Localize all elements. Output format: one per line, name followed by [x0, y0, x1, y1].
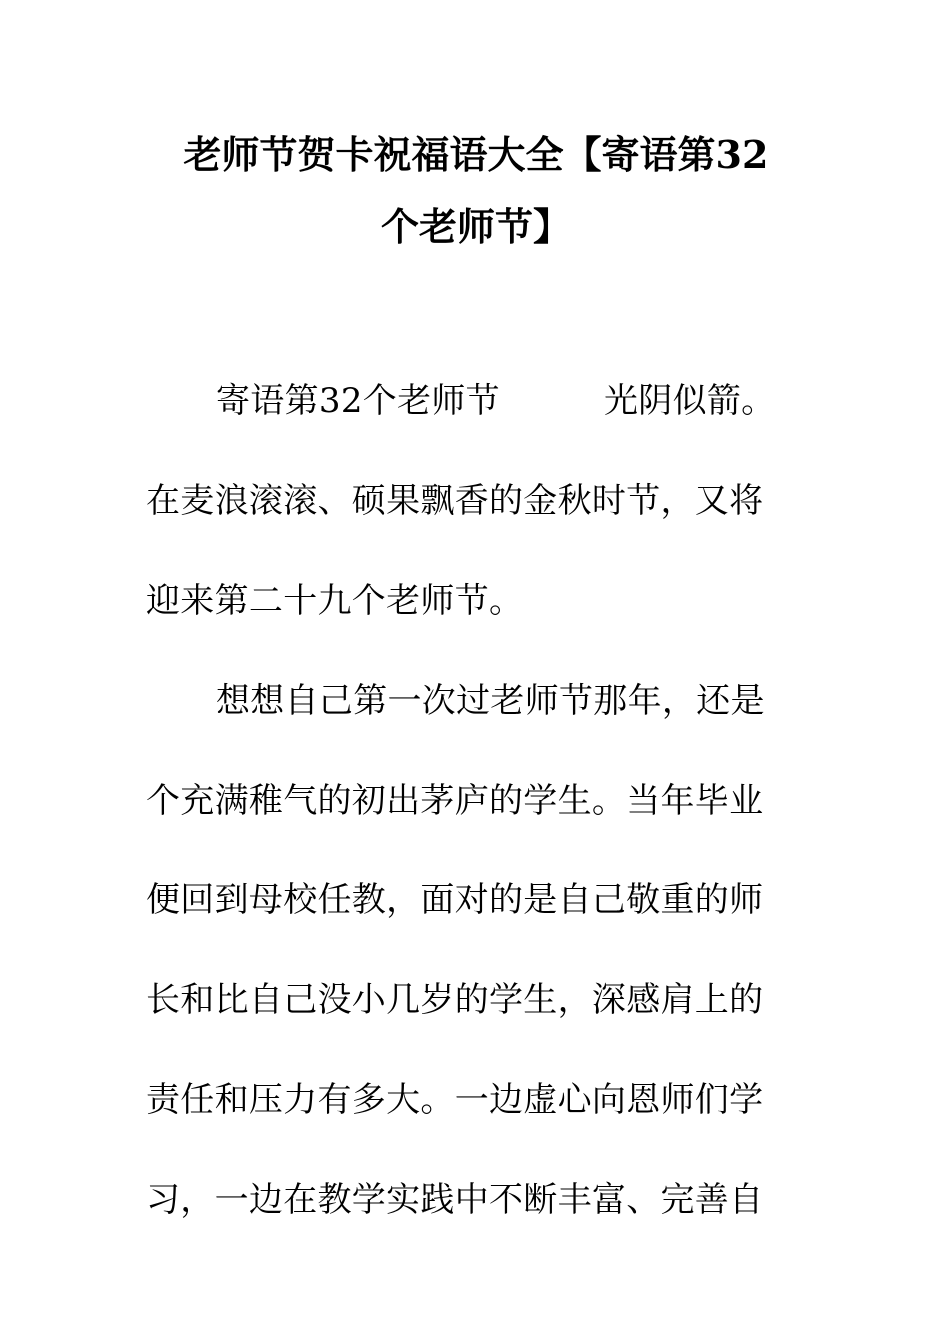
- paragraph-heading: 寄语第32个老师节: [216, 381, 500, 421]
- paragraph-2-line-6: 习，一边在教学实践中不断丰富、完善自: [146, 1180, 764, 1220]
- paragraph-2-line-2: 个充满稚气的初出茅庐的学生。当年毕业: [146, 781, 764, 821]
- paragraph-2-line-1: 想想自己第一次过老师节那年，还是: [216, 681, 765, 721]
- paragraph-1-line-3: 迎来第二十九个老师节。: [146, 581, 524, 621]
- paragraph-2-line-4: 长和比自己没小几岁的学生，深感肩上的: [146, 980, 764, 1020]
- paragraph-1-line-2: 在麦浪滚滚、硕果飘香的金秋时节，又将: [146, 481, 764, 521]
- document-title-line-1: 老师节贺卡祝福语大全【寄语第32: [183, 132, 769, 177]
- document-title-line-2: 个老师节】: [380, 204, 571, 249]
- paragraph-2-line-3: 便回到母校任教，面对的是自己敬重的师: [146, 880, 764, 920]
- paragraph-1-text-start: 光阴似箭。: [603, 381, 776, 421]
- paragraph-1-line-1: [216, 381, 856, 421]
- paragraph-2-line-5: 责任和压力有多大。一边虚心向恩师们学: [146, 1080, 764, 1120]
